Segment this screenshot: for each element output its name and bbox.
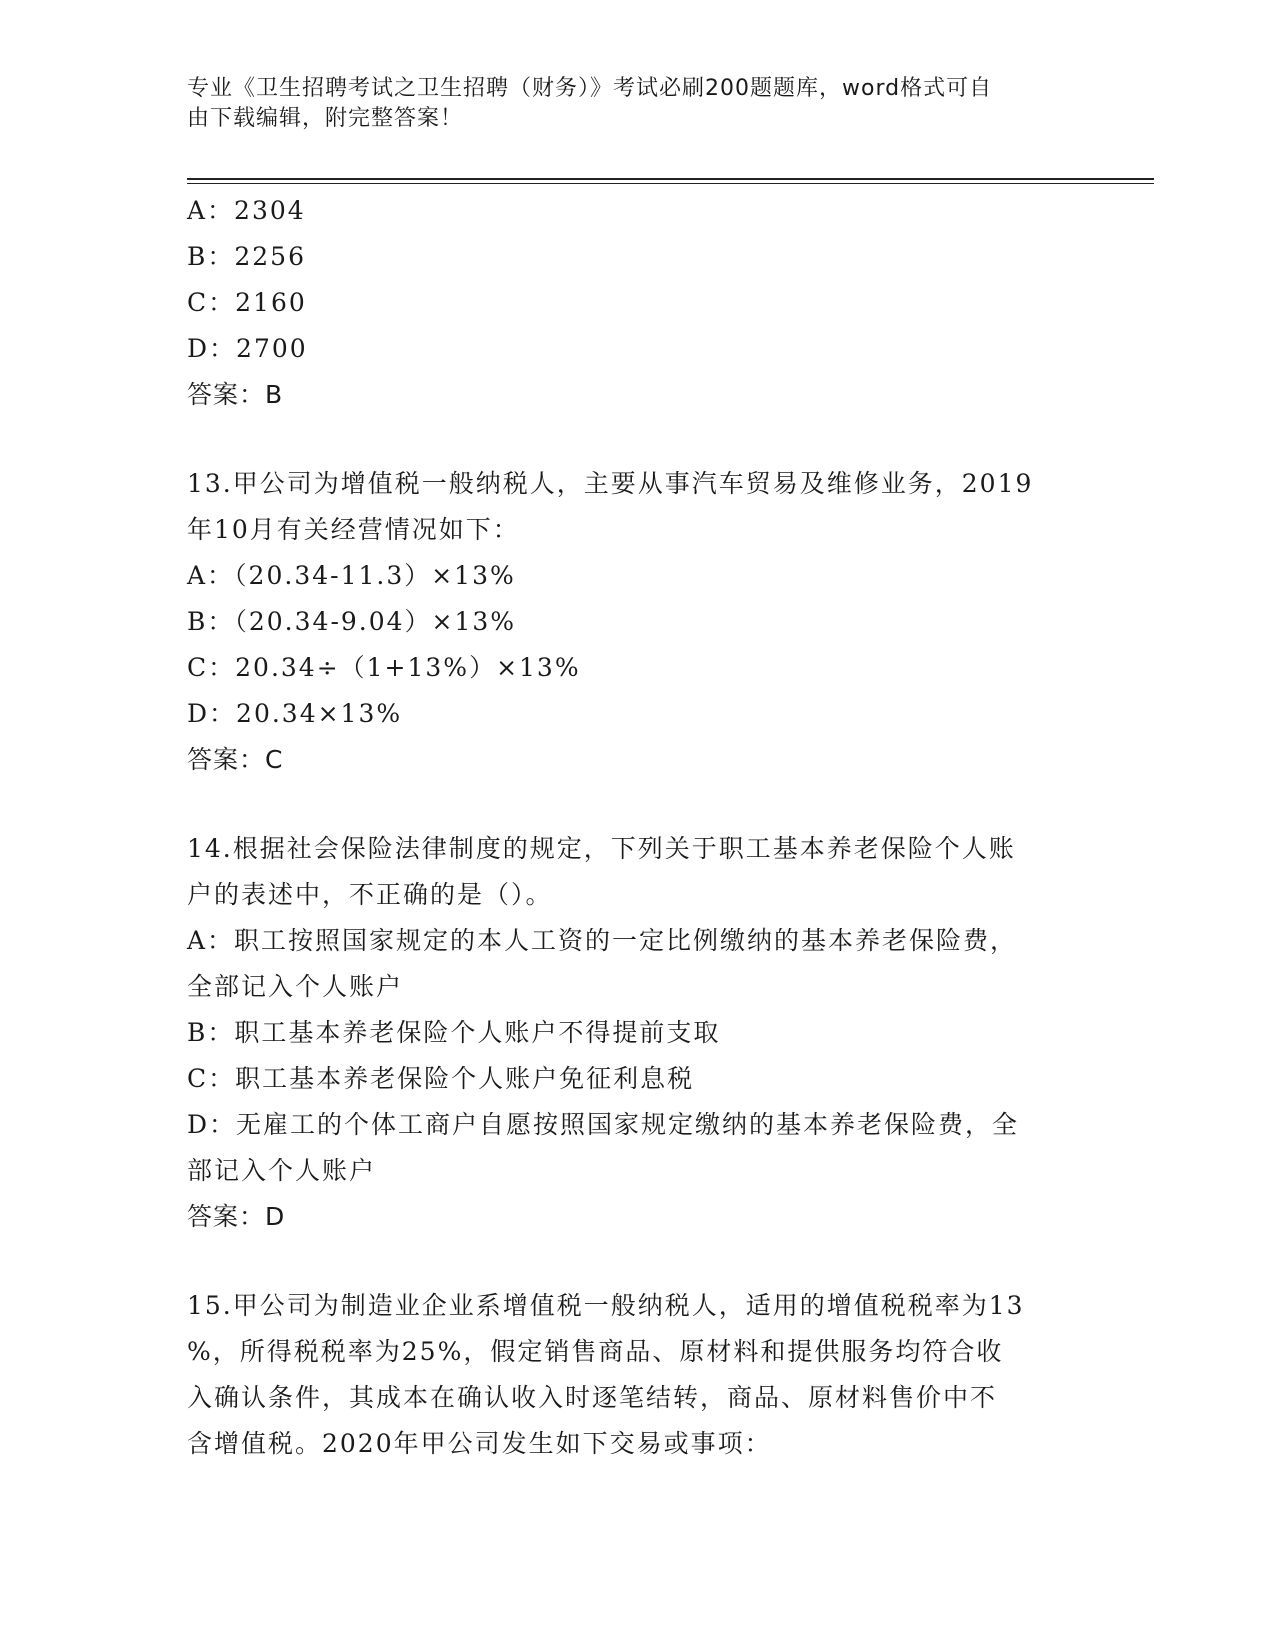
header-title-line-2: 由下载编辑，附完整答案！ bbox=[187, 106, 464, 131]
q12-option-a: A：2304 bbox=[187, 196, 306, 225]
q12-option-c: C：2160 bbox=[187, 288, 307, 317]
header-title-line-1: 专业《卫生招聘考试之卫生招聘（财务）》考试必刷200题题库，word格式可自 bbox=[187, 76, 993, 101]
q12-answer: 答案：B bbox=[187, 380, 284, 409]
q13-stem-line-1: 13.甲公司为增值税一般纳税人，主要从事汽车贸易及维修业务，2019 bbox=[187, 469, 1034, 498]
q15-stem-line-1: 15.甲公司为制造业企业系增值税一般纳税人，适用的增值税税率为13 bbox=[187, 1291, 1025, 1320]
q12-option-d: D：2700 bbox=[187, 334, 308, 363]
q15-stem-line-2: %，所得税税率为25%，假定销售商品、原材料和提供服务均符合收 bbox=[187, 1337, 1004, 1366]
question-13-block bbox=[187, 461, 1077, 783]
q12-option-b: B：2256 bbox=[187, 242, 306, 271]
q13-stem-line-2: 年10月有关经营情况如下： bbox=[187, 515, 520, 544]
q14-stem-line-2: 户的表述中，不正确的是（）。 bbox=[187, 880, 553, 909]
q14-option-b: B：职工基本养老保险个人账户不得提前支取 bbox=[187, 1018, 721, 1047]
q13-option-b: B：（20.34-9.04）×13% bbox=[187, 607, 517, 636]
question-15-block bbox=[187, 1283, 1077, 1467]
spacer bbox=[187, 418, 1077, 461]
q13-option-d: D：20.34×13% bbox=[187, 699, 403, 728]
spacer bbox=[187, 1240, 1077, 1283]
q13-answer: 答案：C bbox=[187, 745, 284, 774]
header-rule-thick bbox=[187, 178, 1154, 180]
document-header bbox=[187, 74, 1067, 134]
spacer bbox=[187, 783, 1077, 826]
q13-option-a: A：（20.34-11.3）×13% bbox=[187, 561, 516, 590]
question-14-block bbox=[187, 826, 1077, 1240]
q14-option-a-line-1: A：职工按照国家规定的本人工资的一定比例缴纳的基本养老保险费， bbox=[187, 926, 1018, 955]
document-body bbox=[187, 188, 1077, 1467]
q14-option-d-line-1: D：无雇工的个体工商户自愿按照国家规定缴纳的基本养老保险费，全 bbox=[187, 1110, 1020, 1139]
q14-option-c: C：职工基本养老保险个人账户免征利息税 bbox=[187, 1064, 695, 1093]
q13-option-c: C：20.34÷（1+13%）×13% bbox=[187, 653, 581, 682]
q14-option-d-line-2: 部记入个人账户 bbox=[187, 1156, 377, 1185]
q14-option-a-line-2: 全部记入个人账户 bbox=[187, 972, 404, 1001]
q14-stem-line-1: 14.根据社会保险法律制度的规定，下列关于职工基本养老保险个人账 bbox=[187, 834, 1016, 863]
question-12-block bbox=[187, 188, 1077, 418]
q15-stem-line-4: 含增值税。2020年甲公司发生如下交易或事项： bbox=[187, 1429, 772, 1458]
header-rule-thin bbox=[187, 183, 1154, 184]
q14-answer: 答案：D bbox=[187, 1202, 286, 1231]
q15-stem-line-3: 入确认条件，其成本在确认收入时逐笔结转，商品、原材料售价中不 bbox=[187, 1383, 998, 1412]
